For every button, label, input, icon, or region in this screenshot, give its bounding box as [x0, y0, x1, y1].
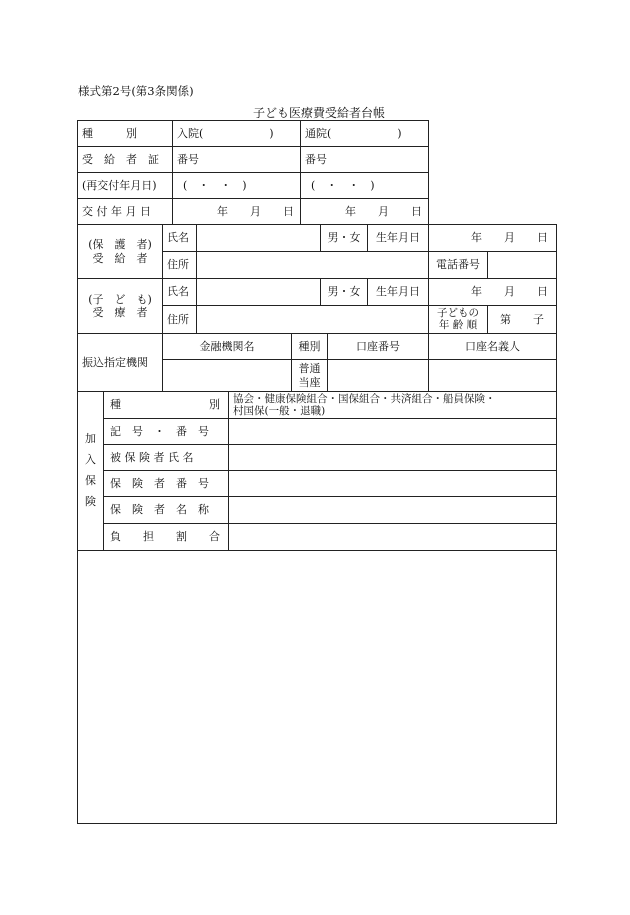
bank-account-field[interactable]	[327, 359, 429, 392]
child-sex-field[interactable]: 男・女	[320, 278, 368, 306]
insurance-side-label	[77, 391, 104, 551]
child-order-field[interactable]: 第 子	[487, 305, 557, 334]
child-birth-label: 生年月日	[367, 278, 429, 306]
insurance-number-label: 記 号 ・ 番 号	[103, 418, 229, 445]
guardian-name-field[interactable]	[196, 224, 321, 252]
insurance-number-field[interactable]	[228, 418, 557, 445]
guardian-label-line2: 受 給 者	[92, 251, 148, 265]
guardian-phone-label: 電話番号	[428, 251, 488, 279]
child-order-label-line1: 子どもの	[437, 306, 479, 319]
kind-label: 種 別	[77, 120, 173, 147]
issue-date-label: 交 付 年 月 日	[77, 198, 173, 225]
insurer-name-field[interactable]	[228, 496, 557, 524]
child-order-label-line2: 年 齢 順	[438, 318, 478, 331]
notes-area[interactable]	[77, 550, 557, 824]
guardian-birth-field[interactable]: 年 月 日	[428, 224, 557, 252]
child-address-field[interactable]	[196, 305, 429, 334]
jukyusha-number-field-2[interactable]: 番号	[300, 146, 429, 173]
insured-name-field[interactable]	[228, 444, 557, 471]
bank-type-option-toza[interactable]: 当座	[298, 375, 321, 389]
guardian-address-label: 住所	[162, 251, 197, 279]
bank-holder-field[interactable]	[428, 359, 557, 392]
guardian-phone-field[interactable]	[487, 251, 557, 279]
insurance-kind-options[interactable]	[228, 391, 557, 419]
bank-type-option-futsu[interactable]: 普通	[298, 361, 321, 375]
nyuin-field[interactable]: 入院( )	[172, 120, 301, 147]
jukyusha-label: 受 給 者 証	[77, 146, 173, 173]
tsuin-field[interactable]: 通院( )	[300, 120, 429, 147]
insurer-name-label: 保 険 者 名 称	[103, 496, 229, 524]
child-order-label	[428, 305, 488, 334]
child-label	[77, 278, 163, 334]
issue-date-field-2[interactable]: 年 月 日	[300, 198, 429, 225]
insured-name-label: 被 保 険 者 氏 名	[103, 444, 229, 471]
child-label-line2: 受 療 者	[92, 306, 148, 319]
insurance-side-char: 保	[85, 474, 96, 487]
child-name-label: 氏名	[162, 278, 197, 306]
form-label: 様式第2号(第3条関係)	[78, 84, 194, 98]
insurance-kind-options-line2[interactable]: 村国保(一般・退職)	[233, 405, 326, 417]
guardian-label	[77, 224, 163, 279]
insurance-side-char: 入	[85, 453, 96, 467]
insurance-kind-options-line1[interactable]: 協会・健康保険組合・国保組合・共済組合・船員保険・	[233, 392, 496, 405]
bank-label: 振込指定機関	[77, 333, 163, 392]
insurance-side-char: 険	[85, 494, 96, 508]
child-address-label: 住所	[162, 305, 197, 334]
bank-account-header: 口座番号	[327, 333, 429, 360]
guardian-name-label: 氏名	[162, 224, 197, 252]
burden-ratio-field[interactable]	[228, 523, 557, 551]
burden-ratio-label: 負 担 割 合	[103, 523, 229, 551]
reissue-date-field-2[interactable]: ( ・ ・ )	[300, 172, 429, 199]
insurance-side-char: 加	[85, 432, 96, 446]
bank-institution-field[interactable]	[162, 359, 292, 392]
insurance-kind-label: 種 別	[103, 391, 229, 419]
jukyusha-number-field[interactable]: 番号	[172, 146, 301, 173]
insurer-number-field[interactable]	[228, 470, 557, 497]
issue-date-field[interactable]: 年 月 日	[172, 198, 301, 225]
guardian-birth-label: 生年月日	[367, 224, 429, 252]
guardian-address-field[interactable]	[196, 251, 429, 279]
page-title: 子ども医療費受給者台帳	[252, 106, 385, 120]
bank-type-header: 種別	[291, 333, 328, 360]
guardian-label-line1: (保 護 者)	[88, 238, 152, 252]
bank-holder-header: 口座名義人	[428, 333, 557, 360]
child-name-field[interactable]	[196, 278, 321, 306]
child-birth-field[interactable]: 年 月 日	[428, 278, 557, 306]
guardian-sex-field[interactable]: 男・女	[320, 224, 368, 252]
bank-institution-header: 金融機関名	[162, 333, 292, 360]
reissue-date-label: (再交付年月日)	[77, 172, 173, 199]
bank-type-field[interactable]	[291, 359, 328, 392]
insurer-number-label: 保 険 者 番 号	[103, 470, 229, 497]
child-label-line1: (子 ど も)	[88, 292, 152, 306]
reissue-date-field[interactable]: ( ・ ・ )	[172, 172, 301, 199]
